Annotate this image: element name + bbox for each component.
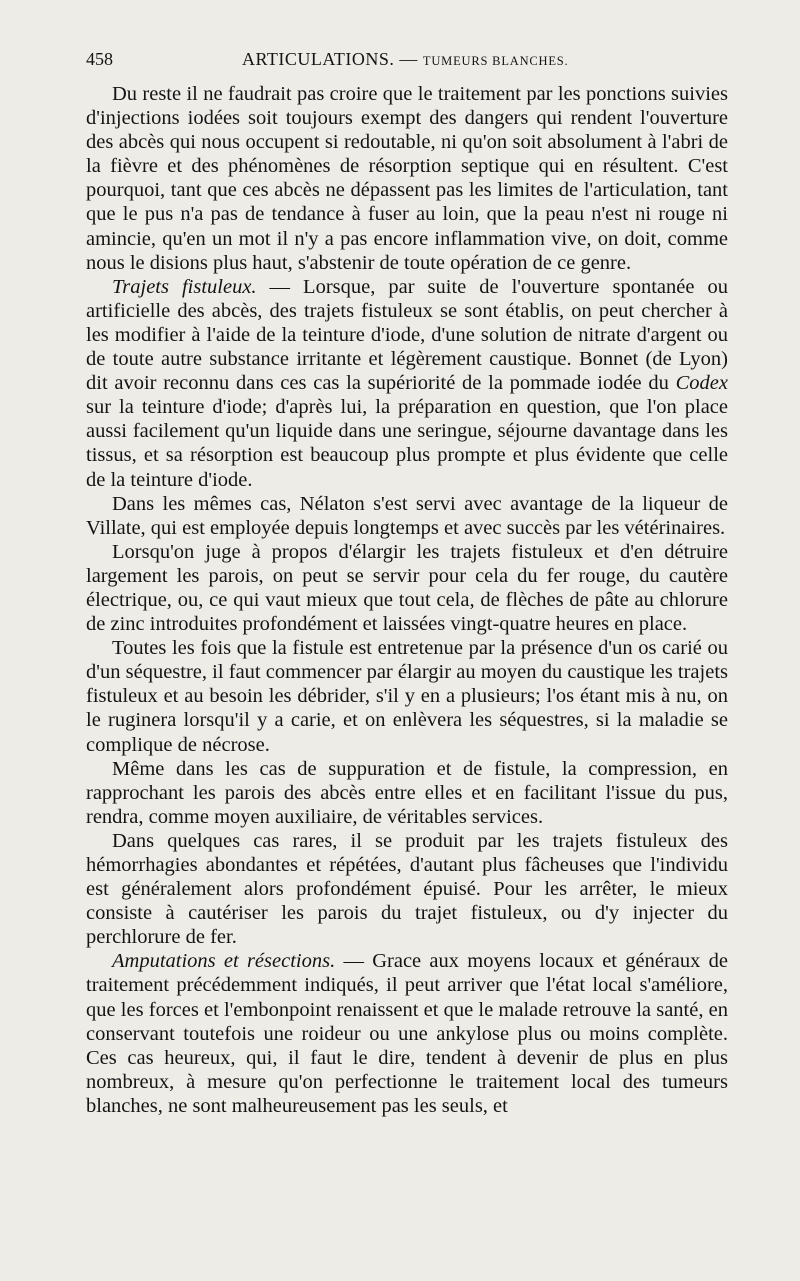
section-heading-trajets: Trajets fistuleux.	[112, 275, 257, 298]
paragraph-3: Dans les mêmes cas, Nélaton s'est servi avec avantage de la liqueur de Villate, qui est employée depuis longtemps et avec succès par les vétérinaires.	[86, 492, 728, 539]
paragraph-1: Du reste il ne faudrait pas croire que le traitement par les ponctions suivies d'injections iodées soit toujours exempt des dangers qui rendent l'ouverture des abcès qui nous occupent si redoutable, ni qu'on soit absolument à l'abri de la fièvre et des phénomènes de résorption septique qui en résultent. C'est pourquoi, tant que ces abcès ne dépassent pas les limites de l'articulation, tant que le pus n'a pas de tendance à fuser au loin, que la peau n'est ni rouge ni amincie, qu'en un mot il n'y a pas encore inflammation vive, on doit, comme nous le disions plus haut, s'abstenir de toute opération de ce genre.	[86, 83, 728, 274]
paragraph-8-text: — Grace aux moyens locaux et généraux de traitement précédemment indiqués, il peut arriver que l'état local s'améliore, que les forces et l'embonpoint renaissent et que le malade retrouve la santé, en conservant toutefois une roideur ou une ankylose plus ou moins complète. Ces cas heureux, qui, il faut le dire, tendent à devenir de plus en plus nombreux, à mesure qu'on perfectionne le traitement local des tumeurs blanches, ne sont malheureusement pas les seuls, et	[86, 950, 728, 1117]
running-title-sub: TUMEURS BLANCHES.	[422, 54, 569, 68]
running-title-main: ARTICULATIONS.	[242, 49, 395, 69]
paragraph-2-text: — Lorsque, par suite de l'ouverture spontanée ou artificielle des abcès, des trajets fistuleux se sont établis, on peut chercher à les modifier à l'aide de la teinture d'iode, d'une solution de nitrate d'argent ou de toute autre substance irritante et légèrement caustique. Bonnet (de Lyon) dit avoir reconnu dans ces cas la supériorité de la pommade iodée du	[86, 275, 728, 395]
paragraph-8	[86, 949, 728, 1118]
paragraph-7: Dans quelques cas rares, il se produit par les trajets fistuleux des hémorrhagies abondantes et répétées, d'autant plus fâcheuses que l'individu est généralement alors profondément épuisé. Pour les arrêter, le mieux consiste à cautériser les parois du trajet fistuleux, ou d'y injecter du perchlorure de fer.	[86, 829, 728, 949]
paragraph-4: Lorsqu'on juge à propos d'élargir les trajets fistuleux et d'en détruire largement les parois, on peut se servir pour cela du fer rouge, du cautère électrique, ou, ce qui vaut mieux que tout cela, de flèches de pâte au chlorure de zinc introduites profondément et laissées vingt-quatre heures en place.	[86, 540, 728, 636]
paragraph-6: Même dans les cas de suppuration et de fistule, la compression, en rapprochant les parois des abcès entre elles et en facilitant l'issue du pus, rendra, comme moyen auxiliaire, de véritables services.	[86, 757, 728, 828]
paragraph-5: Toutes les fois que la fistule est entretenue par la présence d'un os carié ou d'un séquestre, il faut commencer par élargir au moyen du caustique les trajets fistuleux et au besoin les débrider, s'il y en a plusieurs; l'os étant mis à nu, on le ruginera lorsqu'il y a carie, et on enlèvera les séquestres, si la maladie se complique de nécrose.	[86, 637, 728, 756]
running-title-dash: —	[394, 49, 423, 69]
section-heading-amputations: Amputations et résections.	[112, 950, 336, 973]
paragraph-2-text-after: sur la teinture d'iode; d'après lui, la préparation en question, que l'on place aussi facilement qu'un liquide dans une seringue, séjourne davantage dans les tissus, et sa résorption est beaucoup plus prompte et plus évidente que celle de la teinture d'iode.	[86, 396, 728, 491]
paragraph-2	[86, 275, 728, 492]
italic-codex: Codex	[675, 372, 728, 395]
page-number: 458	[86, 49, 113, 69]
running-header	[86, 46, 728, 72]
running-title	[242, 46, 568, 74]
body-text	[86, 82, 728, 1118]
